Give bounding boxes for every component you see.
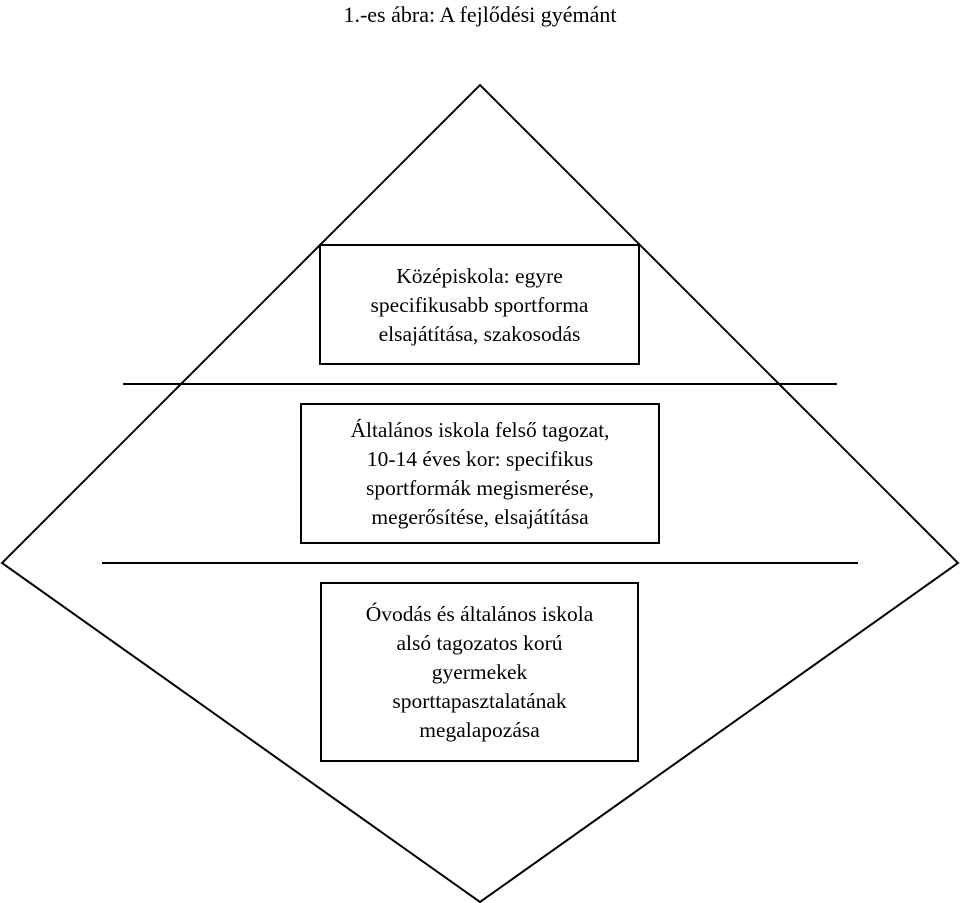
level-text-line: megerősítése, elsajátítása: [371, 504, 589, 529]
level-text-line: alsó tagozatos korú: [396, 630, 563, 655]
level-box-secondary-school: [319, 244, 640, 365]
level-text-line: Általános iskola felső tagozat,: [350, 417, 610, 442]
level-box-kindergarten-lower-primary: [320, 582, 639, 762]
level-text-line: elsajátítása, szakosodás: [378, 322, 581, 346]
level-text-line: gyermekek: [431, 659, 528, 684]
level-text-line: 10-14 éves kor: specifikus: [366, 446, 594, 471]
level-text-line: megalapozása: [419, 717, 540, 742]
level-box-upper-primary: [300, 403, 660, 544]
level-text-line: sportformák megismerése,: [365, 475, 595, 500]
figure-title: 1.-es ábra: A fejlődési gyémánt: [343, 2, 617, 27]
level-text-line: sporttapasztalatának: [392, 688, 567, 713]
level-text-line: Középiskola: egyre: [396, 264, 563, 288]
level-text-line: specifikusabb sportforma: [370, 293, 589, 317]
level-text-line: Óvodás és általános iskola: [365, 601, 594, 626]
